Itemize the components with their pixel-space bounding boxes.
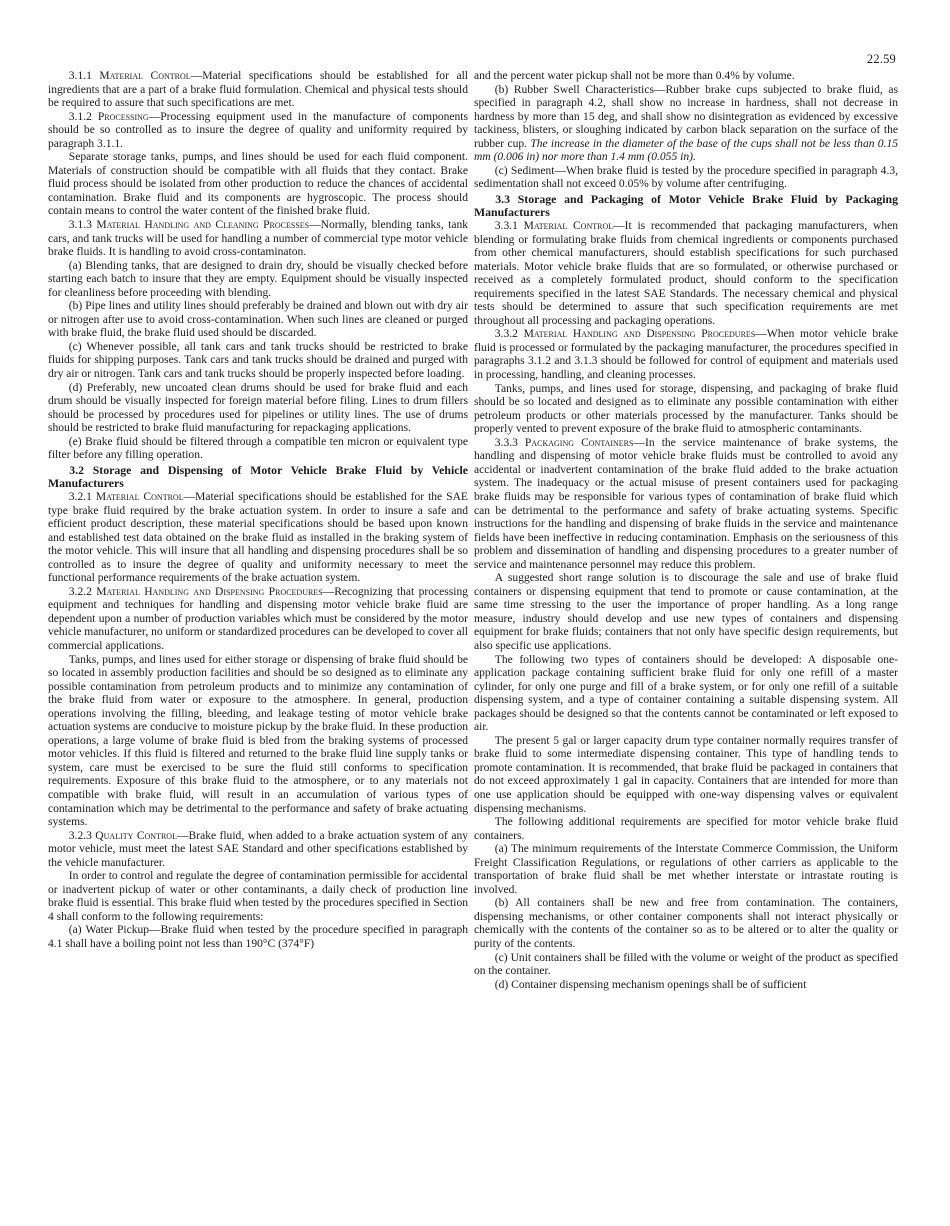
paragraph (474, 952, 898, 979)
paragraph (48, 111, 468, 152)
paragraph-text: Brake fluid, when added to a brake actuation system of any motor vehicle, must meet the latest SAE Standard and other specifications established by the vehicle manufacturer. (48, 829, 468, 869)
paragraph-text: and the percent water pickup shall not be more than 0.4% by volume. (474, 70, 795, 82)
right-column (474, 70, 898, 992)
paragraph (474, 220, 898, 328)
paragraph-text: (c) Sediment—When brake fluid is tested by the procedure specified in paragraph 4.3, sedimentation shall not exceed 0.05% by volume after centrifuging. (474, 164, 898, 191)
paragraph-text: Recognizing that processing equipment and techniques for handling and dispensing motor vehicle brake fluid are dependent upon a number of production variables which must be considered by the motor vehicle manufacturer, no uniform or standardized procedures can be developed to cover all commercial applications. (48, 585, 468, 652)
paragraph-text: In order to control and regulate the degree of contamination permissible for accidental or inadvertent pickup of water or other contaminants, a daily check of production line brake fluid is essential. This brake fluid when tested by the procedures specified in Section 4 shall conform to the following requirements: (48, 870, 468, 923)
paragraph (48, 300, 468, 341)
paragraph (474, 84, 898, 165)
paragraph (474, 654, 898, 735)
paragraph (48, 654, 468, 830)
paragraph-text: (a) The minimum requirements of the Interstate Commerce Commission, the Uniform Freight Classification Regulations, or regulations of other carriers as applicable to the transportation of brake fluid shall be met whether interstate or intrastate routing is involved. (474, 843, 898, 896)
left-column (48, 70, 468, 952)
paragraph-text: (e) Brake fluid should be filtered through a compatible ten micron or equivalent type filter before any filling operation. (48, 435, 468, 462)
paragraph (474, 979, 898, 993)
paragraph (474, 165, 898, 192)
paragraph-text: Material specifications should be established for all ingredients that are a part of a brake fluid formulation. Chemical and physical tests should be required to assure that such specifications are met. (48, 70, 468, 110)
paragraph-text: (d) Preferably, new uncoated clean drums should be used for brake fluid and each drum should be visually inspected for foreign material before filing. Lines to drum fillers should be processed by procedures used for pipelines or utility lines. The use of drums should be restricted to brake fluid manufacturing for repackaging applications. (48, 381, 468, 435)
paragraph (474, 70, 898, 84)
paragraph-text: Normally, blending tanks, tank cars, and tank trucks will be used for handling a number of commercial type motor vehicle brake fluids. It is handling to avoid cross-contaminaton. (48, 219, 468, 259)
paragraph-text: (d) Container dispensing mechanism openings shall be of sufficient (494, 978, 807, 991)
paragraph-text: (b) All containers shall be new and free from contamination. The containers, dispensing mechanisms, or other container components shall not interact physically or chemically with the contents of the container so as to be altered or to alter the quality or purity of the contents. (474, 897, 898, 950)
paragraph-text: Tanks, pumps, and lines used for either storage or dispensing of brake fluid should be so located in assembly production facilities and should be so designed as to eliminate any possible contamination from petroleum products and to minimize any contamination of the brake fluid from water or exposure to the atmosphere. In general, production operations involving the filling, bleeding, and leakage testing of motor vehicle brake actuation systems are conducive to moisture pickup by the brake fluid. In these production operations, a large volume of brake fluid is bled from the braking systems of processed motor vehicles. If this fluid is filtered and returned to the brake fluid line supply tanks or system, care must be exercised to be sure the fluid still conforms to specification requirements. Exposure of this brake fluid to the atmosphere, or to any materials not compatible with brake fluid, will result in an accumulation of various types of contamination which may be detrimental to the performance and safety of brake actuating systems. (48, 653, 468, 829)
paragraph-text: (c) Whenever possible, all tank cars and tank trucks should be restricted to brake fluids for shipping purposes. Tank cars and tank trucks should be drained and purged with dry air or nitrogen. Tank cars and tank trucks should be properly inspected before loading. (48, 340, 468, 381)
paragraph-text: The following two types of containers should be developed: A disposable one-application package containing sufficient brake fluid for only one refill of a master cylinder, for only one purge and fill of a brake system, or for only one refill of a suitable dispensing system, and a type of container containing a suitable dispensing system. All packages should be designed so that the contents cannot be contaminated or left exposed to air. (474, 653, 898, 734)
paragraph-heading: 3.1.3 Material Handling and Cleaning Processes— (68, 219, 321, 232)
paragraph-text: A suggested short range solution is to discourage the sale and use of brake fluid containers or dispensing equipment that tend to promote or cause contamination, at the same time stressing to the user the importance of proper handling. As a long range measure, industry should develop and use new types of containers and dispensing equipment for brake fluids; containers that not only have specific design requirements, but also specific use applications. (474, 572, 898, 652)
paragraph-text: Tanks, pumps, and lines used for storage, dispensing, and packaging of brake fluid should be so located and designed as to eliminate any possible contamination with either petroleum products or other materials processed by the manufacturer. Tanks should be properly vented to prevent exposure of the brake fluid to atmospheric contaminants. (474, 382, 898, 436)
paragraph-text: Material specifications should be established for the SAE type brake fluid required by the brake actuation system. In order to insure a safe and efficient product description, these material specifications should be based upon known and established test data obtained on the brake fluid as installed in the braking system of the motor vehicle. This will insure that all handling and dispensing procedures shall be so controlled as to insure the degree of quality and uniformity necessary to meet the functional performance requirements of the brake actuation system. (48, 490, 468, 585)
paragraph (48, 924, 468, 951)
paragraph-text: Processing equipment used in the manufacture of components should be so controlled as to insure the degree of quality and uniformity required by paragraph 3.1.1. (48, 110, 469, 150)
paragraph (474, 328, 898, 382)
paragraph-text: The following additional requirements are specified for motor vehicle brake fluid containers. (474, 816, 898, 842)
paragraph (474, 843, 898, 897)
paragraph-text: (c) Unit containers shall be filled with the volume or weight of the product as specified on the container. (474, 951, 898, 978)
paragraph-text: In the service maintenance of brake systems, the handling and dispensing of motor vehicle brake fluids must be controlled to avoid any accidental or inadvertent contamination of the brake fluid added to the brake actuation system. The inadequacy or the actual misuse of present containers used for packaging brake fluids may be responsible for various types of contamination of brake fluid which can be detrimental to the performance and safety of brake actuating systems. Specific instructions for the handling and dispensing of brake fluids in the service and maintenance fields have been ineffective in reducing contamination. Emphasis on the seriousness of this problem and dissemination of handling and dispensing procedures to a greater number of service and maintenance personnel may reduce this problem. (474, 436, 898, 571)
paragraph (474, 735, 898, 816)
paragraph (48, 219, 468, 260)
paragraph-text: It is recommended that packaging manufacturers, when blending or formulating brake fluids from chemical ingredients or components purchased from other chemical manufacturers, should establish specifications for such purchased materials. Motor vehicle brake fluids that are so formulated, or otherwise purchased or received as a completely formulated product, should conform to the specification requirements specified in the latest SAE Standards. The necessary chemical and physical tests should be determined to assure that such specification requirements are met throughout all processing and packaging operations. (474, 220, 898, 327)
paragraph (48, 382, 468, 436)
paragraph-text: Separate storage tanks, pumps, and lines should be used for each fluid component. Materials of construction should be compatible with all fluids that they contact. Brake fluid process should be isolated from other production to reduce the chances of accidental contamination. Brake fluid and its components are hygroscopic. The process should contain means to control the water content of the finished brake fluid. (48, 151, 468, 218)
section-heading: 3.3 Storage and Packaging of Motor Vehicle Brake Fluid by Packaging Manufacturers (474, 191, 898, 220)
paragraph-italic-text: The increase in the diameter of the base of the cups shall not be less than 0.15 mm (0.006 in) nor more than 1.4 mm (0.055 in). (474, 137, 898, 164)
paragraph (48, 151, 468, 219)
paragraph-text: The present 5 gal or larger capacity drum type container normally requires transfer of brake fluid to some intermediate dispensing container. This type of handling tends to promote contamination. It is recommended, that brake fluid be packaged in containers that do not exceed approximately 1 gal in capacity. Containers that are intended for more than one use application should be equipped with one-way dispensing valves or equivalent dispensing mechanisms. (474, 734, 898, 815)
paragraph (474, 383, 898, 437)
paragraph-text: (b) Pipe lines and utility lines should preferably be drained and blown out with dry air or nitrogen after use to avoid cross-contamination. When such lines are cleaned or purged with brake fluid, the brake fluid used should be discarded. (48, 300, 468, 340)
paragraph-heading: 3.1.1 Material Control— (68, 70, 203, 82)
page-number: 22.59 (866, 52, 896, 66)
paragraph (48, 870, 468, 924)
paragraph (474, 816, 898, 843)
section-heading: 3.2 Storage and Dispensing of Motor Vehicle Brake Fluid by Vehicle Manufacturers (48, 462, 468, 491)
paragraph-heading: 3.2.3 Quality Control— (68, 829, 189, 842)
paragraph-heading: 3.1.2 Processing— (68, 110, 161, 123)
paragraph-text: (a) Blending tanks, that are designed to drain dry, should be visually checked before starting each batch to insure that they are empty. Equipment should be visually inspected for cleanliness before proceeding with blending. (48, 259, 468, 299)
paragraph (48, 341, 468, 382)
paragraph (48, 586, 468, 654)
paragraph (474, 437, 898, 572)
paragraph-text: When motor vehicle brake fluid is processed or formulated by the packaging manufacturer, the procedures specified in paragraphs 3.1.2 and 3.1.3 should be followed for control of equipment and materials used in processing, handling, and cleaning processes. (474, 328, 898, 382)
paragraph-text: (a) Water Pickup—Brake fluid when tested by the procedure specified in paragraph 4.1 shall have a boiling point not less than 190°C (374°F) (48, 924, 468, 950)
paragraph (48, 436, 468, 463)
paragraph-heading: 3.3.3 Packaging Containers— (494, 436, 646, 449)
paragraph (48, 830, 468, 871)
paragraph (48, 260, 468, 301)
paragraph (48, 70, 468, 111)
paragraph (474, 572, 898, 653)
paragraph-heading: 3.2.2 Material Handling and Dispensing Procedures— (68, 585, 335, 598)
paragraph-heading: 3.3.2 Material Handling and Dispensing Procedures— (494, 328, 767, 341)
paragraph-text: (b) Rubber Swell Characteristics—Rubber brake cups subjected to brake fluid, as specified in paragraph 4.2, shall show no increase in hardness, shall not decrease in hardness by more than 15 deg, and shall show no disintegration as evidenced by excessive tackiness, blisters, or sloughing indicated by carbon black separation on the surface of the rubber cup. (474, 83, 898, 150)
paragraph (48, 491, 468, 586)
paragraph-heading: 3.2.1 Material Control— (68, 490, 196, 503)
paragraph (474, 897, 898, 951)
paragraph-heading: 3.3.1 Material Control— (494, 220, 625, 233)
